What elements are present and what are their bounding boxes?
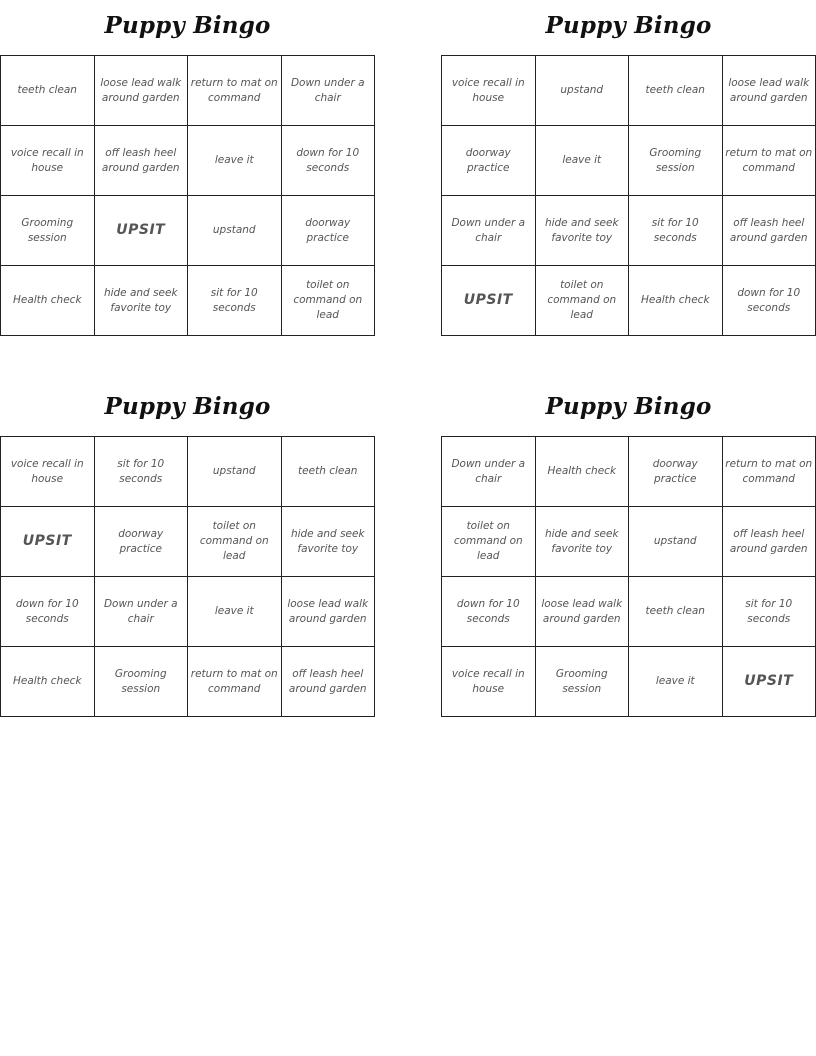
grid-cell: sit for 10 seconds (629, 196, 723, 266)
free-space-cell: UPSIT (94, 196, 188, 266)
grid-row (442, 56, 816, 126)
grid-row (442, 437, 816, 507)
grid-cell: leave it (535, 126, 629, 196)
grid-cell: teeth clean (1, 56, 95, 126)
grid-cell: return to mat on command (722, 437, 816, 507)
grid-row (442, 126, 816, 196)
grid-cell: doorway practice (629, 437, 723, 507)
bingo-grid (441, 436, 816, 717)
grid-cell: teeth clean (629, 577, 723, 647)
grid-cell: down for 10 seconds (722, 266, 816, 336)
grid-cell: down for 10 seconds (281, 126, 375, 196)
grid-cell: loose lead walk around garden (722, 56, 816, 126)
grid-row (442, 647, 816, 717)
grid-cell: voice recall in house (1, 126, 95, 196)
grid-cell: Health check (535, 437, 629, 507)
grid-cell: voice recall in house (1, 437, 95, 507)
free-space-cell: UPSIT (442, 266, 536, 336)
grid-cell: Grooming session (1, 196, 95, 266)
grid-cell: leave it (188, 577, 282, 647)
grid-cell: toilet on command on lead (188, 507, 282, 577)
grid-row (442, 577, 816, 647)
grid-cell: off leash heel around garden (94, 126, 188, 196)
card-title: Puppy Bingo (545, 393, 712, 420)
bingo-grid (0, 55, 375, 336)
grid-cell: down for 10 seconds (1, 577, 95, 647)
grid-cell: Health check (1, 266, 95, 336)
grid-cell: loose lead walk around garden (94, 56, 188, 126)
grid-cell: toilet on command on lead (281, 266, 375, 336)
grid-cell: Grooming session (94, 647, 188, 717)
card-title: Puppy Bingo (104, 393, 271, 420)
free-space-cell: UPSIT (722, 647, 816, 717)
grid-cell: toilet on command on lead (535, 266, 629, 336)
grid-cell: return to mat on command (188, 56, 282, 126)
grid-row (1, 437, 375, 507)
grid-cell: leave it (188, 126, 282, 196)
grid-cell: off leash heel around garden (722, 507, 816, 577)
grid-row (1, 126, 375, 196)
card-title: Puppy Bingo (545, 12, 712, 39)
grid-cell: loose lead walk around garden (535, 577, 629, 647)
grid-cell: doorway practice (442, 126, 536, 196)
grid-cell: Grooming session (629, 126, 723, 196)
grid-cell: Down under a chair (281, 56, 375, 126)
grid-cell: upstand (629, 507, 723, 577)
grid-cell: return to mat on command (722, 126, 816, 196)
grid-row (1, 196, 375, 266)
free-space-cell: UPSIT (1, 507, 95, 577)
grid-cell: leave it (629, 647, 723, 717)
grid-cell: return to mat on command (188, 647, 282, 717)
grid-row (1, 577, 375, 647)
grid-cell: upstand (188, 196, 282, 266)
grid-cell: off leash heel around garden (722, 196, 816, 266)
grid-cell: Down under a chair (442, 196, 536, 266)
grid-row (442, 507, 816, 577)
grid-cell: sit for 10 seconds (722, 577, 816, 647)
grid-cell: teeth clean (281, 437, 375, 507)
grid-cell: hide and seek favorite toy (281, 507, 375, 577)
grid-cell: Health check (1, 647, 95, 717)
grid-cell: voice recall in house (442, 647, 536, 717)
grid-cell: Down under a chair (94, 577, 188, 647)
card-title: Puppy Bingo (104, 12, 271, 39)
grid-cell: down for 10 seconds (442, 577, 536, 647)
grid-cell: loose lead walk around garden (281, 577, 375, 647)
grid-cell: sit for 10 seconds (188, 266, 282, 336)
grid-row (442, 196, 816, 266)
grid-cell: toilet on command on lead (442, 507, 536, 577)
bingo-grid (441, 55, 816, 336)
grid-cell: Health check (629, 266, 723, 336)
grid-cell: hide and seek favorite toy (535, 196, 629, 266)
grid-cell: upstand (188, 437, 282, 507)
grid-cell: hide and seek favorite toy (535, 507, 629, 577)
grid-cell: sit for 10 seconds (94, 437, 188, 507)
grid-cell: teeth clean (629, 56, 723, 126)
grid-cell: doorway practice (281, 196, 375, 266)
grid-row (1, 266, 375, 336)
grid-cell: hide and seek favorite toy (94, 266, 188, 336)
grid-cell: upstand (535, 56, 629, 126)
grid-row (1, 56, 375, 126)
grid-row (1, 507, 375, 577)
grid-cell: Down under a chair (442, 437, 536, 507)
bingo-grid (0, 436, 375, 717)
grid-row (442, 266, 816, 336)
grid-cell: doorway practice (94, 507, 188, 577)
grid-cell: off leash heel around garden (281, 647, 375, 717)
grid-row (1, 647, 375, 717)
grid-cell: voice recall in house (442, 56, 536, 126)
grid-cell: Grooming session (535, 647, 629, 717)
